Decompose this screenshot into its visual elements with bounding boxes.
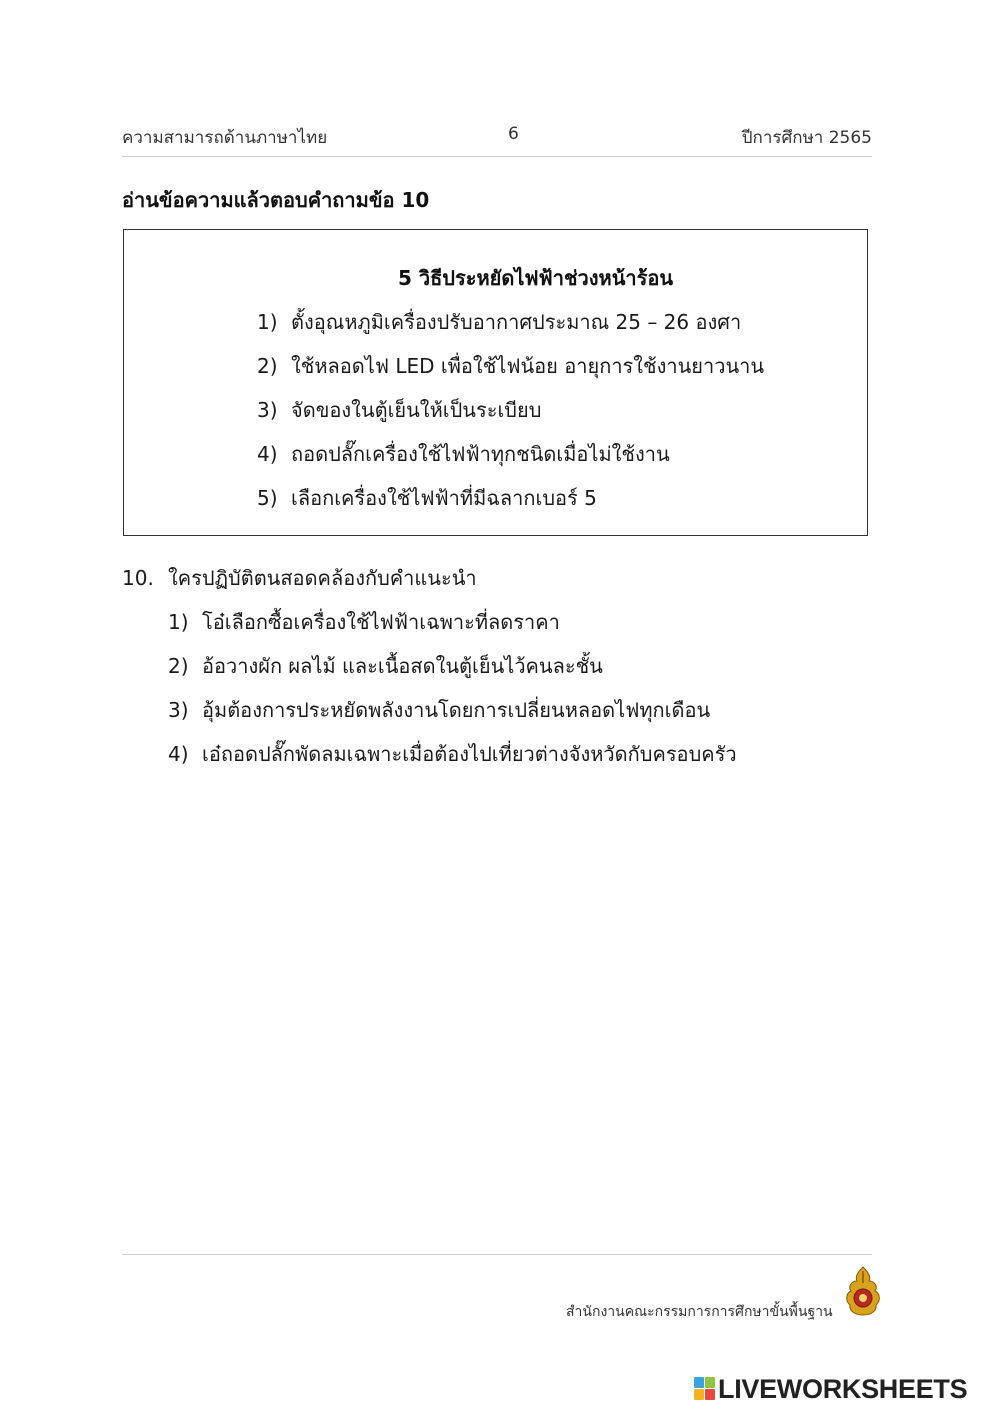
answer-choice-1[interactable] (168, 606, 737, 650)
choice-number: 1) (168, 610, 189, 634)
passage-item (257, 306, 764, 350)
brand-mark-tile (694, 1377, 704, 1388)
passage-item (257, 438, 764, 482)
answer-choice-3[interactable] (168, 694, 737, 738)
passage-item-text: ตั้งอุณหภูมิเครื่องปรับอากาศประมาณ 25 – 26 องศา (291, 310, 742, 334)
passage-item-number: 5) (257, 486, 278, 510)
passage-list (257, 306, 764, 526)
passage-item-text: ถอดปลั๊กเครื่องใช้ไฟฟ้าทุกชนิดเมื่อไม่ใช้งาน (291, 442, 670, 466)
header-divider (122, 156, 872, 157)
passage-item-number: 2) (257, 354, 278, 378)
passage-item-number: 1) (257, 310, 278, 334)
passage-item-number: 4) (257, 442, 278, 466)
choice-text: โอ๋เลือกซื้อเครื่องใช้ไฟฟ้าเฉพาะที่ลดราคา (202, 610, 560, 634)
choice-number: 4) (168, 742, 189, 766)
passage-item-text: จัดของในตู้เย็นให้เป็นระเบียบ (291, 398, 542, 422)
passage-title: 5 วิธีประหยัดไฟฟ้าช่วงหน้าร้อน (397, 266, 674, 290)
choice-text: เอ๋ถอดปลั๊กพัดลมเฉพาะเมื่อต้องไปเที่ยวต่างจังหวัดกับครอบครัว (202, 742, 737, 766)
question-text: ใครปฏิบัติตนสอดคล้องกับคำแนะนำ (168, 566, 477, 590)
choice-number: 2) (168, 654, 189, 678)
passage-item (257, 394, 764, 438)
brand-mark-tile (705, 1389, 715, 1400)
question-number: 10. (122, 566, 154, 590)
answer-choices (168, 606, 737, 782)
passage-item (257, 482, 764, 526)
passage-box (123, 229, 868, 536)
liveworksheets-mark-icon (694, 1377, 716, 1401)
choice-number: 3) (168, 698, 189, 722)
page-header (122, 124, 872, 150)
answer-choice-4[interactable] (168, 738, 737, 782)
passage-item (257, 350, 764, 394)
footer-divider (122, 1254, 872, 1255)
passage-item-number: 3) (257, 398, 278, 422)
footer-organization: สำนักงานคณะกรรมการการศึกษาขั้นพื้นฐาน (566, 1304, 833, 1320)
header-page-number: 6 (508, 124, 519, 144)
liveworksheets-wordmark: LIVEWORKSHEETS (718, 1374, 968, 1404)
choice-text: อ้อวางผัก ผลไม้ และเนื้อสดในตู้เย็นไว้คนละชั้น (202, 654, 603, 678)
instruction-heading: อ่านข้อความแล้วตอบคำถามข้อ 10 (122, 188, 430, 212)
answer-choice-2[interactable] (168, 650, 737, 694)
header-year: ปีการศึกษา 2565 (741, 128, 872, 148)
question-stem (122, 562, 477, 594)
brand-mark-tile (694, 1389, 704, 1400)
obec-seal-icon (843, 1265, 883, 1317)
brand-mark-tile (705, 1377, 715, 1388)
passage-item-text: เลือกเครื่องใช้ไฟฟ้าที่มีฉลากเบอร์ 5 (291, 486, 597, 510)
passage-item-text: ใช้หลอดไฟ LED เพื่อใช้ไฟน้อย อายุการใช้งานยาวนาน (291, 354, 765, 378)
header-subject: ความสามารถด้านภาษาไทย (122, 128, 328, 148)
choice-text: อุ้มต้องการประหยัดพลังงานโดยการเปลี่ยนหลอดไฟทุกเดือน (202, 698, 711, 722)
